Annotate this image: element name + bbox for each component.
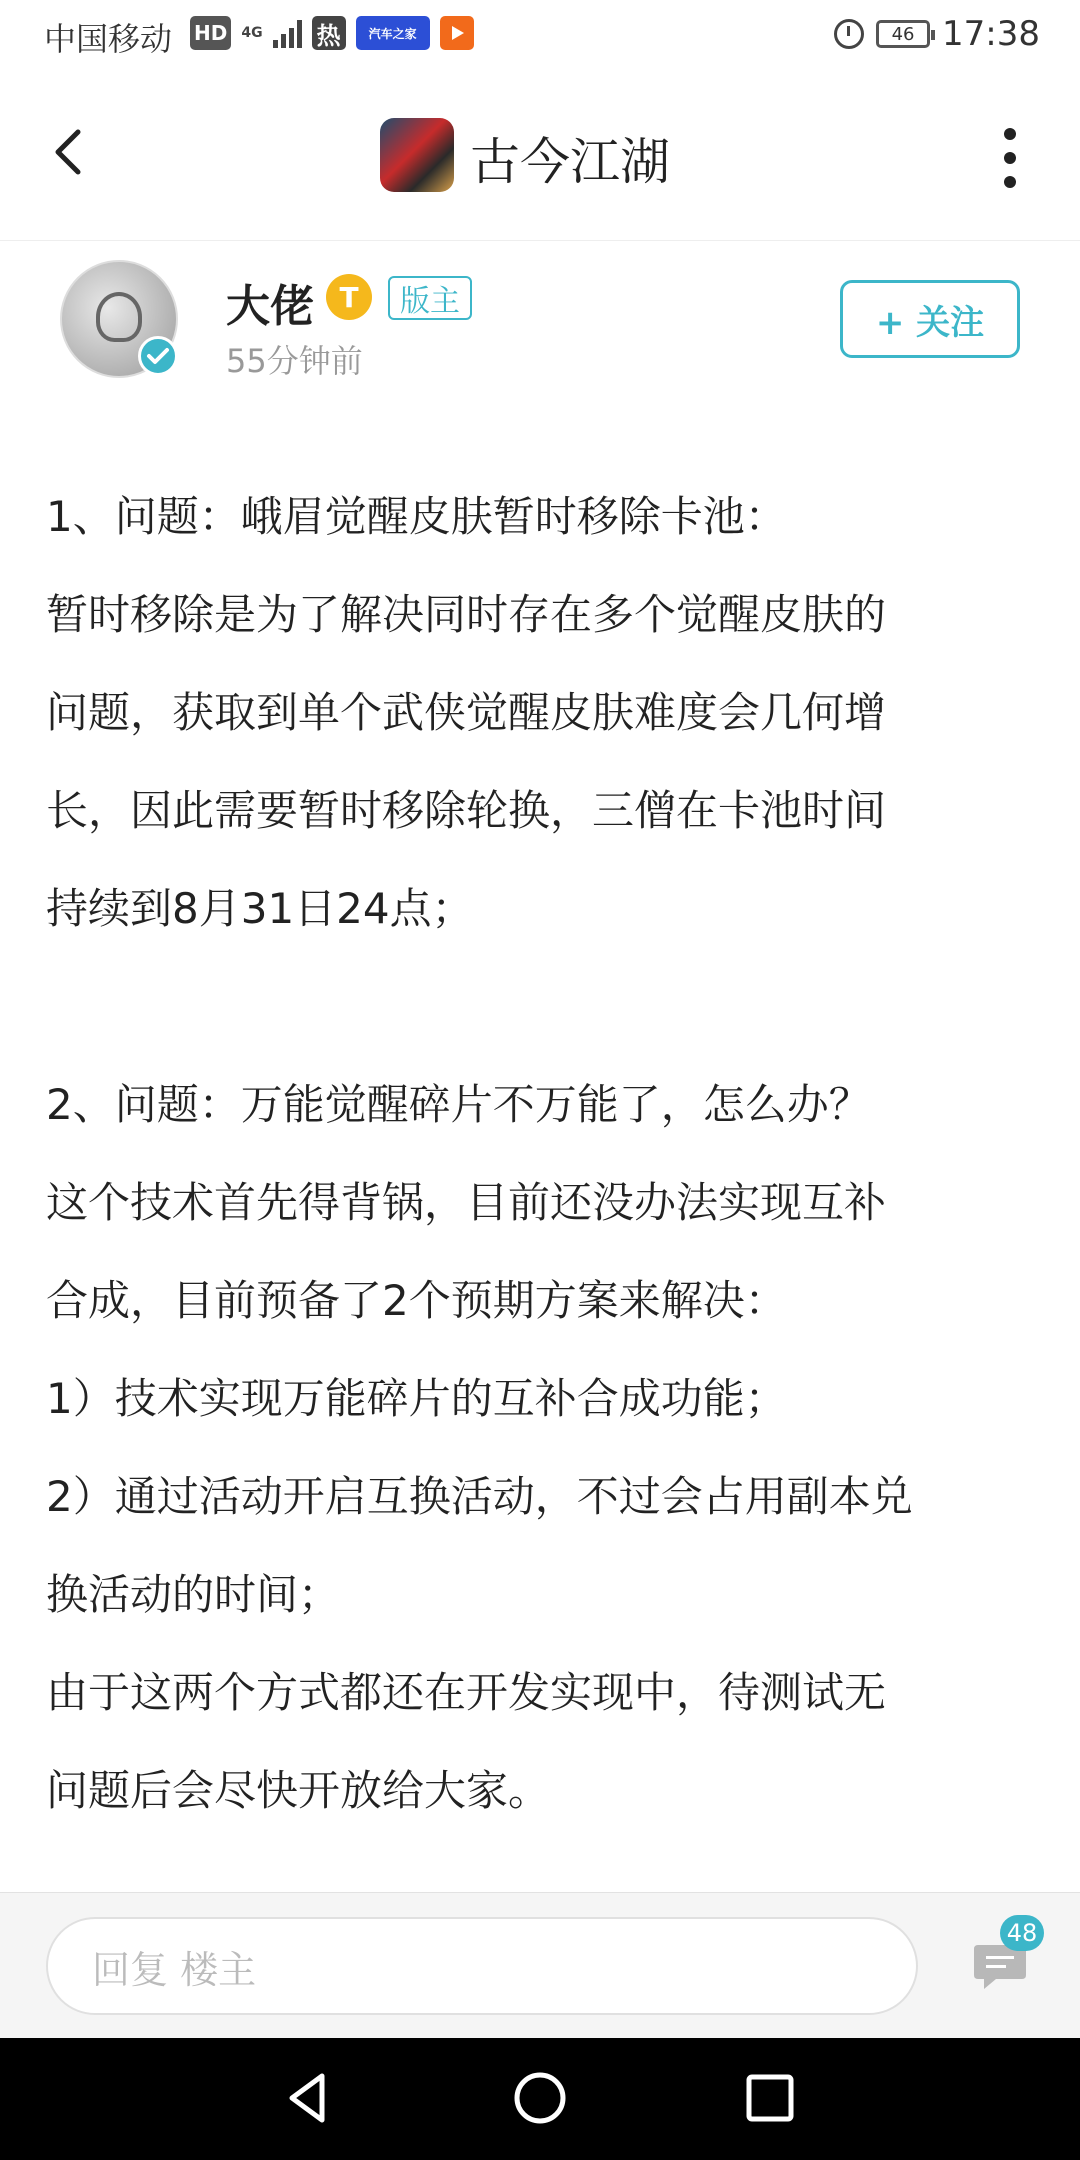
back-button[interactable]: [40, 122, 100, 182]
post-line: 合成，目前预备了2个预期方案来解决：: [46, 1276, 787, 1325]
post-line: 暂时移除是为了解决同时存在多个觉醒皮肤的: [46, 590, 887, 639]
post-line: 由于这两个方式都还在开发实现中，待测试无: [46, 1668, 887, 1717]
post-body: [46, 468, 1036, 1840]
post-line: 这个技术首先得背锅，目前还没办法实现互补: [46, 1178, 887, 1227]
more-options-button[interactable]: [1000, 128, 1020, 188]
reply-bar: [0, 1892, 1080, 2039]
avatar-image: [96, 292, 142, 342]
post-line: 1、问题：峨眉觉醒皮肤暂时移除卡池：: [46, 492, 787, 541]
clock: 17:38: [942, 14, 1040, 54]
autohome-icon: 汽车之家: [356, 16, 430, 50]
post-line: 1）技术实现万能碎片的互补合成功能；: [46, 1374, 787, 1423]
hd-icon: HD: [190, 16, 231, 50]
status-bar: [0, 0, 1080, 72]
more-dot-icon: [1004, 152, 1016, 164]
reply-input[interactable]: 回复 楼主: [46, 1917, 918, 2015]
nav-home-button[interactable]: [510, 2068, 570, 2128]
square-recents-icon: [740, 2068, 800, 2128]
paragraph-spacer: [46, 958, 1036, 1056]
post-line: 换活动的时间；: [46, 1570, 341, 1619]
author-name[interactable]: 大佬: [226, 281, 314, 332]
nav-recents-button[interactable]: [740, 2068, 800, 2128]
level-badge: T: [326, 274, 372, 320]
carrier-name: 中国移动: [44, 20, 173, 58]
signal-icon: [273, 18, 302, 48]
battery-icon: [876, 20, 930, 48]
post-time: 55分钟前: [226, 342, 363, 380]
post-line: 持续到8月31日24点；: [46, 884, 474, 933]
video-app-icon: [440, 16, 474, 50]
game-app-icon[interactable]: [380, 118, 454, 192]
more-dot-icon: [1004, 128, 1016, 140]
comment-count-badge: 48: [1000, 1915, 1044, 1951]
nav-back-button[interactable]: [278, 2068, 338, 2128]
post-line: 2）通过活动开启互换活动，不过会占用副本兑: [46, 1472, 913, 1521]
triangle-back-icon: [278, 2068, 338, 2128]
page-title: 古今江湖: [470, 133, 670, 191]
status-icons: [190, 16, 474, 50]
moderator-tag: 版主: [388, 276, 472, 320]
post-line: 问题后会尽快开放给大家。: [46, 1766, 551, 1815]
alarm-icon: [834, 19, 864, 49]
follow-button[interactable]: + 关注: [840, 280, 1020, 358]
hot-news-icon: 热: [312, 16, 346, 50]
battery-level: 46: [891, 23, 915, 45]
post-line: 2、问题：万能觉醒碎片不万能了，怎么办？: [46, 1080, 871, 1129]
title-bar: [0, 72, 1080, 241]
verified-check-icon: [138, 336, 178, 376]
system-nav-bar: [0, 2038, 1080, 2160]
status-right: [834, 14, 1040, 54]
chevron-left-icon: [40, 122, 100, 182]
post-line: 长，因此需要暂时移除轮换，三僧在卡池时间: [46, 786, 887, 835]
post-line: 问题，获取到单个武侠觉醒皮肤难度会几何增: [46, 688, 887, 737]
network-type: 4G: [241, 25, 263, 41]
circle-home-icon: [510, 2068, 570, 2128]
more-dot-icon: [1004, 176, 1016, 188]
